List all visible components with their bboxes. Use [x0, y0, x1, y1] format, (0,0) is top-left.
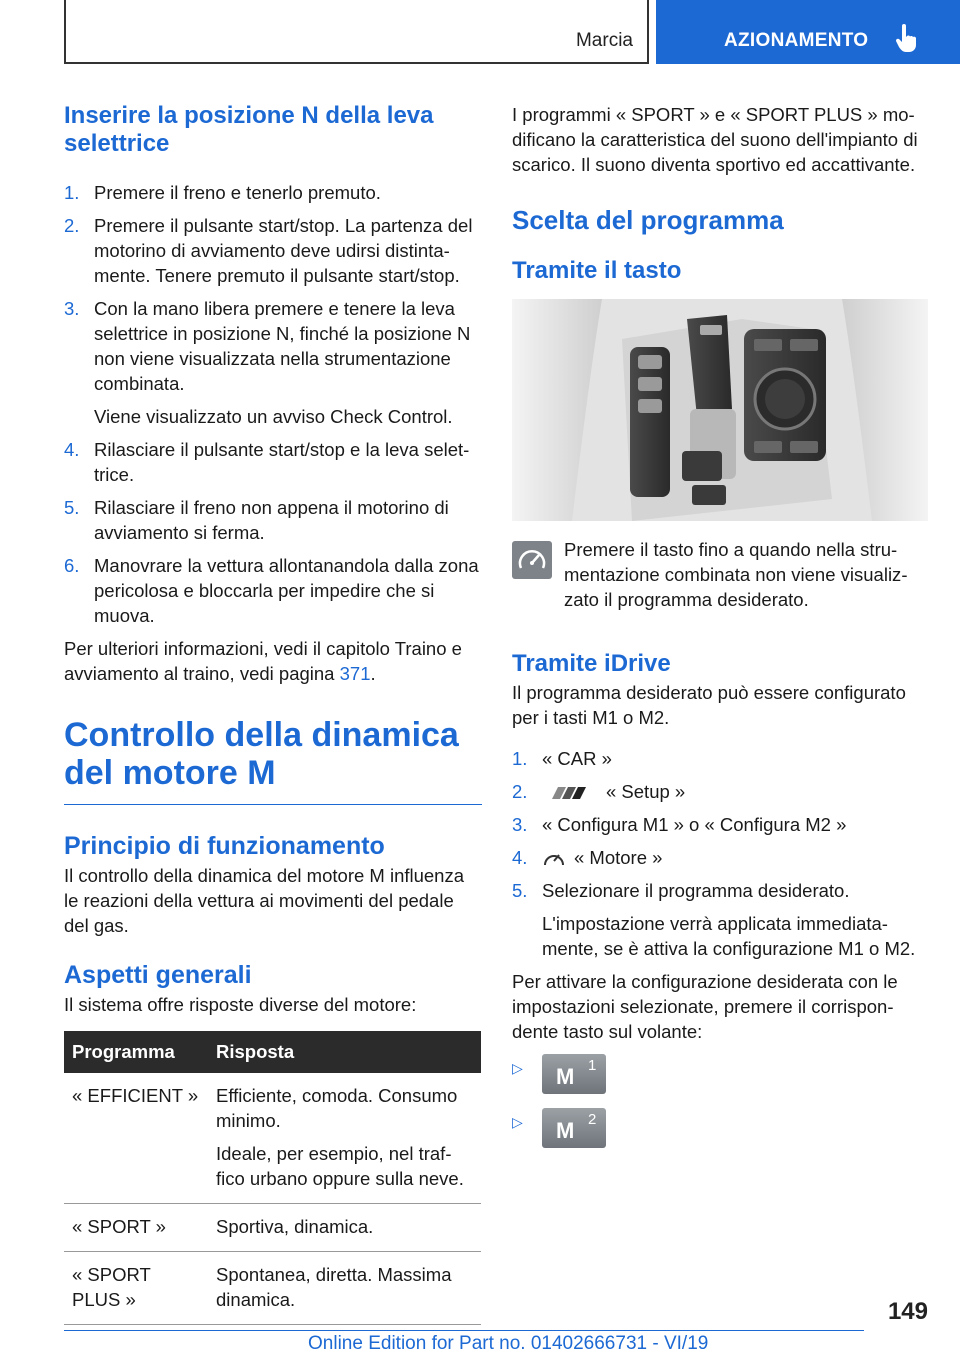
idrive-steps-list — [512, 746, 930, 961]
table-row — [64, 1252, 481, 1325]
step-text: Premere il freno e tenerlo premuto. — [94, 182, 381, 203]
m2-button-icon — [542, 1108, 606, 1148]
select-program-title: Scelta del programma — [512, 205, 784, 235]
general-title: Aspetti generali — [64, 961, 252, 989]
bullet-triangle-icon: ▷ — [512, 1114, 523, 1130]
n-position-title: Inserire la posizione N della leva selettrice — [64, 102, 434, 157]
step-number: 1. — [512, 748, 528, 769]
program-cell: « SPORT » — [64, 1204, 208, 1252]
list-item — [64, 437, 482, 487]
header-chapter-box — [656, 0, 960, 64]
list-item — [512, 779, 930, 804]
table-row — [64, 1204, 481, 1252]
right-column — [512, 102, 930, 1148]
step-number: 2. — [512, 781, 528, 802]
step-text: Rilasciare il pulsante start/stop e la leva selettrice. — [94, 439, 470, 485]
page-number: 149 — [887, 1298, 928, 1325]
bullet-triangle-icon: ▷ — [512, 1060, 523, 1076]
gauge-icon — [542, 849, 566, 869]
step-text: Rilasciare il freno non appena il motorino di avviamento si ferma. — [94, 497, 449, 543]
response-cell: Sportiva, dinamica. — [208, 1204, 481, 1252]
console-photo — [512, 299, 928, 521]
m-stripes-icon — [542, 785, 600, 801]
sport-sound-text: I programmi « SPORT » e « SPORT PLUS » modificano la caratteristica del suono dell'impianto di scarico. Il suono diventa sportivo ed accattivante. — [512, 104, 918, 175]
step-number: 4. — [64, 439, 80, 460]
step-note: L'impostazione verrà applicata immediatamente, se è attiva la configurazione M1 o M2. — [542, 913, 916, 959]
step-text: Con la mano libera premere e tenere la leva selettrice in posizione N, finché la posizione N non viene visualizzata nella strumentazione combinata. — [94, 298, 471, 394]
list-item — [64, 213, 482, 288]
list-item — [64, 180, 482, 205]
info-paragraph — [64, 636, 482, 686]
step-number: 2. — [64, 215, 80, 236]
list-item — [64, 296, 482, 429]
info-text: Per ulteriori informazioni, vedi il capitolo Traino e avviamento al traino, vedi pagina — [64, 638, 462, 684]
list-item — [512, 1054, 930, 1094]
list-item — [512, 1108, 930, 1148]
idrive-text: Il programma desiderato può essere configurato per i tasti M1 o M2. — [512, 682, 906, 728]
page-link[interactable]: 371 — [339, 663, 371, 684]
step-number: 3. — [512, 814, 528, 835]
via-idrive-title: Tramite iDrive — [512, 650, 671, 677]
step-text: Manovrare la vettura allontanandola dalla zona pericolosa e bloccarla per impedire che si muova. — [94, 555, 479, 626]
step-note: Viene visualizzato un avviso Check Control. — [94, 406, 453, 427]
principle-title: Principio di funzionamento — [64, 832, 385, 860]
table-header-row — [64, 1031, 481, 1073]
general-text: Il sistema offre risposte diverse del motore: — [64, 994, 417, 1015]
table-row — [64, 1073, 481, 1204]
m1-number: 1 — [588, 1057, 597, 1074]
list-item — [64, 495, 482, 545]
m1-label: M — [556, 1064, 575, 1089]
left-column — [64, 102, 482, 1325]
info-end: . — [370, 663, 376, 684]
step-text: « CAR » — [542, 748, 612, 769]
footer-divider — [64, 1330, 864, 1331]
step-text: « Configura M1 » o « Configura M2 » — [542, 814, 847, 835]
list-item — [512, 878, 930, 961]
step-number: 3. — [64, 298, 80, 319]
n-steps-list — [64, 180, 482, 628]
header-chapter-label: AZIONAMENTO — [724, 30, 869, 51]
step-text: « Setup » — [606, 781, 686, 802]
gauge-icon — [512, 541, 552, 579]
program-cell: « EFFICIENT » — [64, 1073, 208, 1204]
main-section-title: Controllo della dinamica del motore M — [64, 716, 459, 792]
step-number: 4. — [512, 847, 528, 868]
response-text: Efficiente, comoda. Consumo minimo. — [216, 1085, 458, 1131]
response-note: Ideale, per esempio, nel traffico urbano oppure sulla neve. — [216, 1143, 464, 1189]
list-item — [512, 812, 930, 837]
center-console-image — [512, 299, 928, 521]
step-number: 5. — [64, 497, 80, 518]
response-cell — [208, 1073, 481, 1204]
list-item — [512, 845, 930, 870]
step-text: « Motore » — [574, 847, 663, 868]
button-instruction-row — [512, 537, 930, 612]
header-section-box — [64, 0, 649, 64]
m2-number: 2 — [588, 1111, 597, 1128]
list-item — [512, 746, 930, 771]
step-text: Premere il pulsante start/stop. La partenza del motorino di avviamento deve udirsi distintamente. Tenere premuto il pulsante start/stop. — [94, 215, 473, 286]
m1-button-icon — [542, 1054, 606, 1094]
step-number: 5. — [512, 880, 528, 901]
section-divider — [64, 804, 482, 805]
button-instruction-text: Premere il tasto fino a quando nella strumentazione combinata non viene visualizzato il programma desiderato. — [564, 539, 908, 610]
step-number: 1. — [64, 182, 80, 203]
header-section-label: Marcia — [575, 30, 633, 51]
program-table — [64, 1031, 481, 1325]
m2-label: M — [556, 1118, 575, 1143]
program-cell: « SPORT PLUS » — [64, 1252, 208, 1325]
via-button-title: Tramite il tasto — [512, 257, 682, 284]
table-header-program: Programma — [64, 1031, 208, 1073]
list-item — [64, 553, 482, 628]
step-text: Selezionare il programma desiderato. — [542, 880, 850, 901]
step-number: 6. — [64, 555, 80, 576]
principle-text: Il controllo della dinamica del motore M influenza le reazioni della vettura ai movimenti del pedale del gas. — [64, 865, 465, 936]
table-header-response: Risposta — [208, 1031, 481, 1073]
response-cell: Spontanea, diretta. Massima dinamica. — [208, 1252, 481, 1325]
hand-pointer-icon — [894, 24, 920, 54]
activate-text: Per attivare la configurazione desiderata con le impostazioni selezionate, premere il corrispondente tasto sul volante: — [512, 971, 898, 1042]
footer-edition: Online Edition for Part no. 01402666731 - VI/19 — [308, 1333, 709, 1354]
